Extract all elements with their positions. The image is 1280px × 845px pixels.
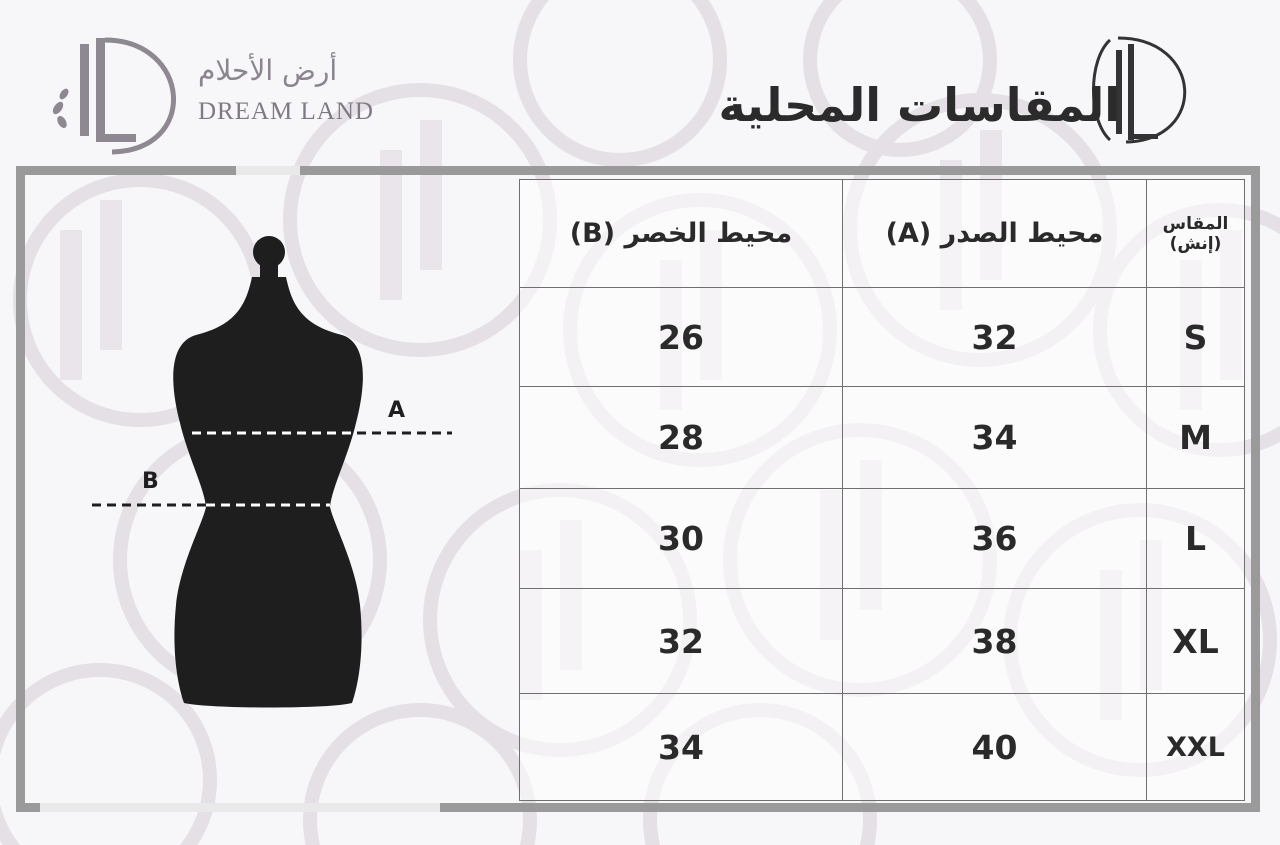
- table-row: [520, 489, 1245, 589]
- page-title: المقاسات المحلية: [718, 78, 1120, 132]
- header-size: [1147, 180, 1245, 288]
- table-row: [520, 694, 1245, 801]
- table-row: [520, 589, 1245, 694]
- waist-cell: 34: [520, 694, 843, 801]
- chest-cell: 38: [843, 589, 1147, 694]
- brand-name-arabic: أرض الأحلام: [198, 54, 338, 87]
- brand-name-english: DREAM LAND: [198, 98, 374, 125]
- header-chest: محيط الصدر (A): [843, 180, 1147, 288]
- brand-monogram-icon: [50, 30, 200, 160]
- size-cell: S: [1147, 288, 1245, 387]
- header-waist: محيط الخصر (B): [520, 180, 843, 288]
- size-cell: XXL: [1147, 694, 1245, 801]
- chest-cell: 32: [843, 288, 1147, 387]
- table-row: [520, 288, 1245, 387]
- waist-cell: 32: [520, 589, 843, 694]
- frame-gap: [40, 803, 440, 812]
- label-a: A: [388, 398, 406, 423]
- header-size-label: المقاس: [1162, 213, 1229, 234]
- mannequin-diagram: [80, 225, 480, 725]
- table-header-row: [520, 180, 1245, 288]
- chest-cell: 40: [843, 694, 1147, 801]
- chest-cell: 36: [843, 489, 1147, 589]
- brand-logo: [50, 30, 410, 160]
- size-table: [519, 179, 1245, 801]
- size-cell: L: [1147, 489, 1245, 589]
- header-size-unit: (إنش): [1169, 233, 1222, 254]
- mannequin-silhouette: [173, 236, 363, 708]
- waist-cell: 30: [520, 489, 843, 589]
- table-row: [520, 387, 1245, 489]
- size-cell: XL: [1147, 589, 1245, 694]
- frame-gap: [236, 166, 300, 175]
- size-cell: M: [1147, 387, 1245, 489]
- chest-cell: 34: [843, 387, 1147, 489]
- waist-cell: 26: [520, 288, 843, 387]
- label-b: B: [142, 469, 159, 494]
- waist-cell: 28: [520, 387, 843, 489]
